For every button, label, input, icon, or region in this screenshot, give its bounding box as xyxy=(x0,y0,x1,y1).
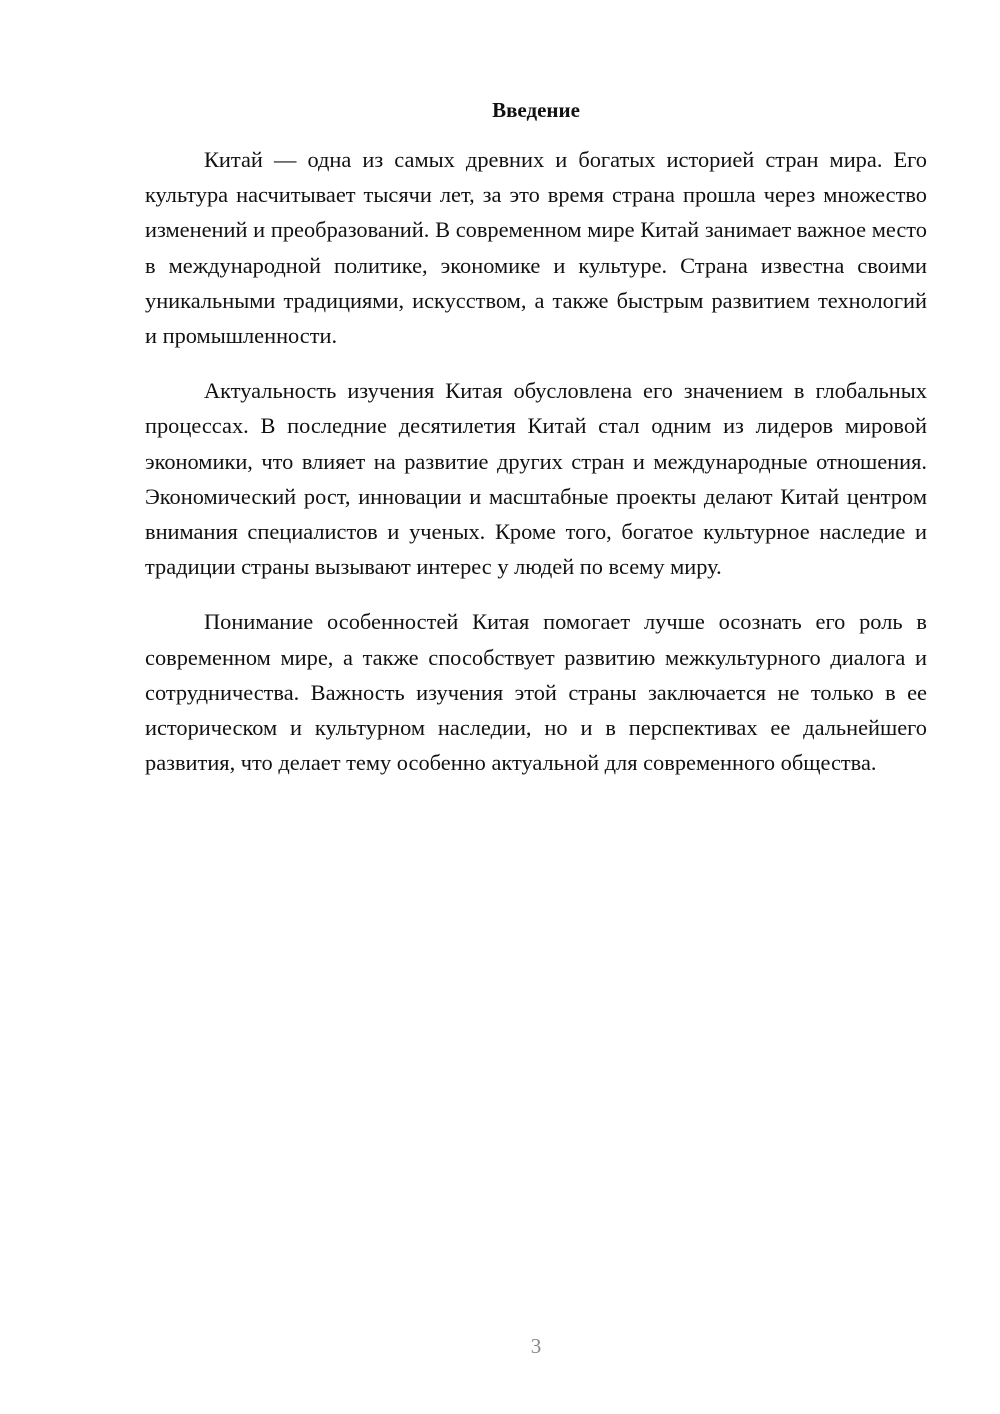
page-number: 3 xyxy=(530,1334,542,1358)
paragraph-intro: Китай — одна из самых древних и богатых историей стран мира. Его культура насчитывает тысячи лет, за это время страна прошла через множество изменений и преобразований. В современном мире Китай занимает важное место в международной политике, экономике и культуре. Страна известна своими уникальными традициями, искусством, а также быстрым развитием технологий и промышленности. xyxy=(145,147,927,349)
paragraph-relevance: Актуальность изучения Китая обусловлена его значением в глобальных процессах. В последние десятилетия Китай стал одним из лидеров мировой экономики, что влияет на развитие других стран и международные отношения. Экономический рост, инновации и масштабные проекты делают Китай центром внимания специалистов и ученых. Кроме того, богатое культурное наследие и традиции страны вызывают интерес у людей по всему миру. xyxy=(145,378,927,580)
paragraph-understanding: Понимание особенностей Китая помогает лучше осознать его роль в современном мире, а также способствует развитию межкультурного диалога и сотрудничества. Важность изучения этой страны заключается не только в ее историческом и культурном наследии, но и в перспективах ее дальнейшего развития, что делает тему особенно актуальной для современного общества. xyxy=(145,609,927,776)
document-body xyxy=(145,142,927,800)
section-heading: Введение xyxy=(492,98,580,122)
